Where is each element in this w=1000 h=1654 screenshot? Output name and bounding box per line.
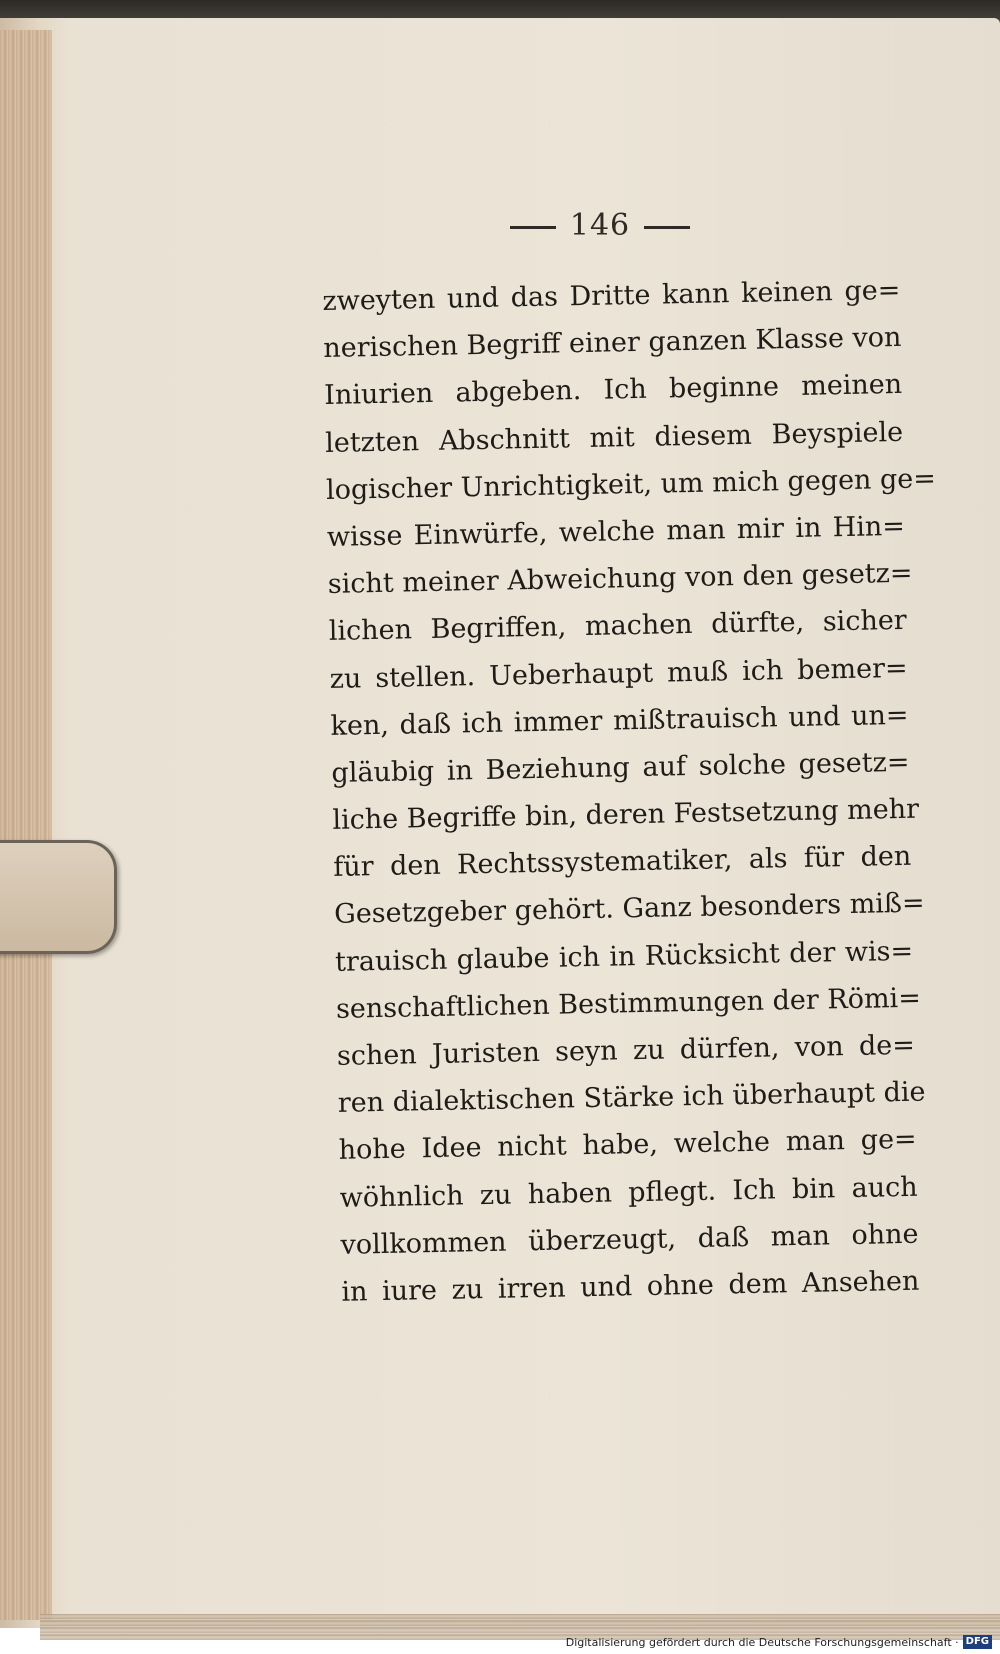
body-text — [322, 267, 937, 1316]
text-line: hohe Idee nicht habe, welche man ge= — [338, 1124, 917, 1167]
page-number-value: 146 — [569, 208, 631, 243]
text-line: Iniurien abgeben. Ich beginne meinen — [323, 369, 903, 412]
text-line: logischer Unrichtigkeit, um mich gegen ge= — [325, 463, 937, 506]
text-line: sicht meiner Abweichung von den gesetz= — [327, 557, 913, 601]
text-line: schen Juristen seyn zu dürfen, von de= — [336, 1029, 916, 1072]
text-line: wöhnlich zu haben pflegt. Ich bin auch — [339, 1171, 918, 1214]
text-line: senschaftlichen Bestimmungen der Römi= — [335, 982, 922, 1025]
text-line: für den Rechtssystematiker, als für den — [333, 841, 912, 884]
text-line: liche Begriffe bin, deren Festsetzung mehr — [332, 793, 920, 836]
digitization-credit — [566, 1632, 992, 1652]
right-dash — [644, 226, 690, 229]
page-number — [460, 208, 740, 243]
text-line: lichen Begriffen, machen dürfte, sicher — [328, 605, 907, 648]
text-line: nerischen Begriff einer ganzen Klasse von — [323, 322, 902, 365]
left-dash — [510, 226, 556, 229]
text-line: ren dialektischen Stärke ich überhaupt die — [337, 1076, 926, 1120]
text-line: vollkommen überzeugt, daß man ohne — [340, 1218, 919, 1261]
text-line: zweyten und das Dritte kann keinen ge= — [322, 274, 901, 317]
credit-text: Digitalisierung gefördert durch die Deutsche Forschungsgemeinschaft · — [565, 1635, 959, 1649]
book-page-edges — [0, 30, 52, 1620]
text-line: wisse Einwürfe, welche man mir in Hin= — [326, 510, 906, 553]
text-line: ken, daß ich immer mißtrauisch und un= — [330, 699, 909, 742]
text-line: Gesetzgeber gehört. Ganz besonders miß= — [333, 887, 925, 931]
text-line: in iure zu irren und ohne dem Ansehen — [341, 1265, 920, 1308]
dfg-logo: DFG — [963, 1635, 992, 1649]
text-line: zu stellen. Ueberhaupt muß ich bemer= — [329, 652, 908, 695]
text-line: letzten Abschnitt mit diesem Beyspiele — [324, 416, 904, 459]
page-clip — [0, 840, 117, 954]
text-line: trauisch glaube ich in Rücksicht der wis= — [334, 935, 914, 978]
text-line: gläubig in Beziehung auf solche gesetz= — [331, 746, 910, 789]
